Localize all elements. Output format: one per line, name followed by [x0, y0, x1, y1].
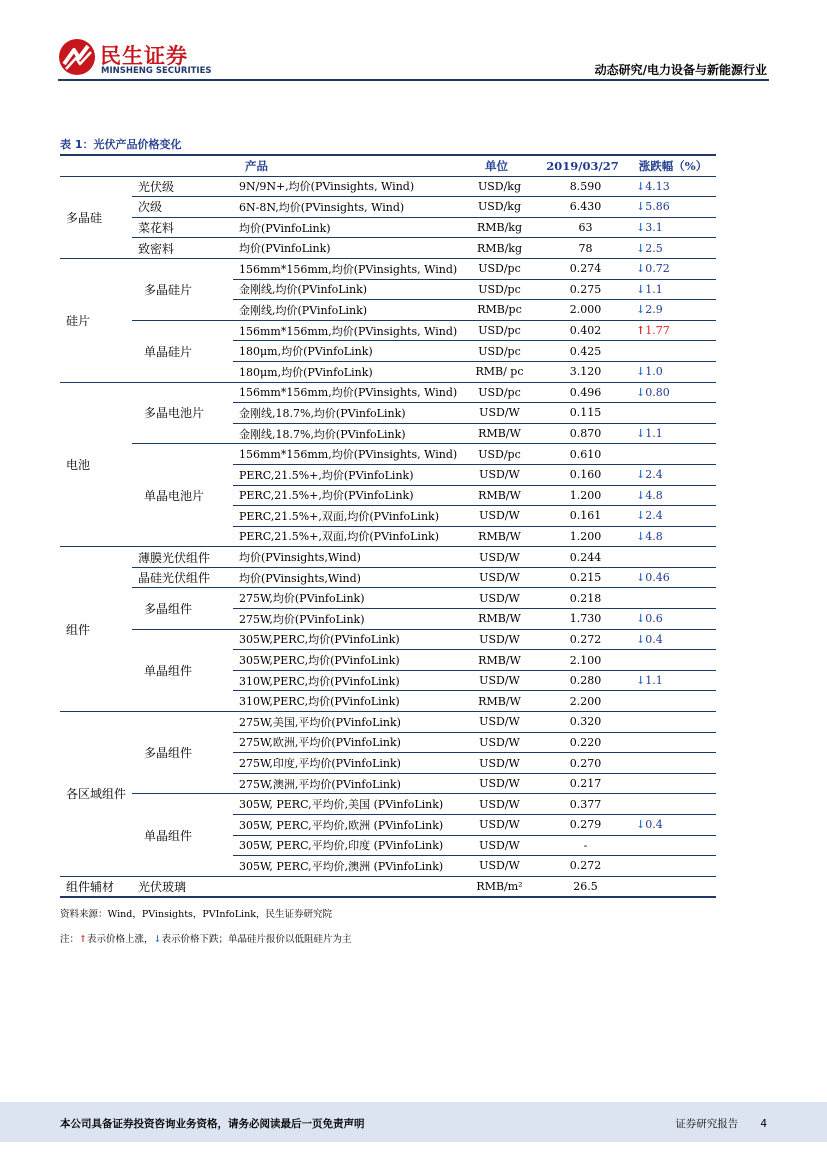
table-row [60, 629, 716, 650]
pv-price-table [60, 154, 716, 898]
product-cell: 305W, PERC,平均价,印度 (PVinfoLink) [233, 835, 458, 856]
table-row [60, 197, 716, 218]
price-cell: 0.160 [535, 464, 630, 485]
unit-cell: RMB/kg [458, 217, 535, 238]
column-header-unit: 单位 [458, 155, 535, 176]
subcategory-cell: 多晶硅片 [132, 258, 233, 320]
price-cell: 0.272 [535, 856, 630, 877]
change-cell [630, 815, 716, 836]
change-cell [630, 753, 716, 774]
price-cell: 1.200 [535, 485, 630, 506]
note-up-text: 表示价格上涨， [86, 934, 154, 945]
price-cell: 0.272 [535, 629, 630, 650]
unit-cell: USD/W [458, 464, 535, 485]
change-cell [630, 382, 716, 403]
change-value: 0.80 [645, 385, 670, 399]
subcategory-cell: 单晶电池片 [132, 444, 233, 547]
change-value: 3.1 [645, 221, 663, 235]
price-cell: 63 [535, 217, 630, 238]
product-cell: 180μm,均价(PVinfoLink) [233, 341, 458, 362]
subcategory-cell: 单晶组件 [132, 794, 233, 876]
unit-cell: RMB/W [458, 691, 535, 712]
product-cell: 305W, PERC,平均价,欧洲 (PVinfoLink) [233, 815, 458, 836]
arrow-down-icon: ↓ [636, 488, 646, 502]
arrow-up-icon: ↑ [636, 324, 646, 338]
subcategory-cell: 多晶电池片 [132, 382, 233, 444]
change-value: 0.6 [645, 612, 663, 626]
product-cell: 9N/9N+,均价(PVinsights, Wind) [233, 176, 458, 197]
subcategory-cell: 晶硅光伏组件 [132, 567, 233, 588]
arrow-up-icon: ↑ [79, 934, 87, 945]
price-cell: 1.730 [535, 609, 630, 630]
category-cell: 各区域组件 [60, 712, 132, 877]
unit-cell: USD/W [458, 794, 535, 815]
price-cell: 2.200 [535, 691, 630, 712]
product-cell: PERC,21.5%+,双面,均价(PVinfoLink) [233, 526, 458, 547]
footer-disclaimer: 本公司具备证券投资咨询业务资格，请务必阅读最后一页免责声明 [60, 1118, 365, 1130]
price-cell: 0.218 [535, 588, 630, 609]
unit-cell: USD/pc [458, 444, 535, 465]
arrow-legend-note [60, 931, 351, 945]
report-category-title: 动态研究/电力设备与新能源行业 [594, 63, 767, 77]
price-cell: 0.280 [535, 670, 630, 691]
table-row [60, 444, 716, 465]
unit-cell: USD/pc [458, 382, 535, 403]
header-blank [60, 155, 132, 176]
change-cell [630, 609, 716, 630]
change-cell [630, 320, 716, 341]
product-cell: 金刚线,18.7%,均价(PVinfoLink) [233, 403, 458, 424]
unit-cell: USD/W [458, 403, 535, 424]
source-note: 资料来源：Wind，PVinsights，PVInfoLink，民生证券研究院 [60, 909, 332, 920]
table-row [60, 588, 716, 609]
unit-cell: RMB/pc [458, 300, 535, 321]
unit-cell: RMB/kg [458, 238, 535, 259]
category-cell: 多晶硅 [60, 176, 132, 258]
unit-cell: RMB/W [458, 526, 535, 547]
subcategory-cell: 菜花料 [132, 217, 233, 238]
change-cell [630, 794, 716, 815]
subcategory-cell: 单晶组件 [132, 629, 233, 711]
arrow-down-icon: ↓ [636, 632, 646, 646]
header-divider [58, 79, 769, 81]
price-cell: 0.377 [535, 794, 630, 815]
price-cell: 6.430 [535, 197, 630, 218]
change-cell [630, 197, 716, 218]
change-cell [630, 567, 716, 588]
unit-cell: USD/W [458, 753, 535, 774]
price-cell: 0.217 [535, 773, 630, 794]
price-cell: 3.120 [535, 361, 630, 382]
product-cell: 156mm*156mm,均价(PVinsights, Wind) [233, 258, 458, 279]
table-row [60, 876, 716, 897]
arrow-down-icon: ↓ [636, 468, 646, 482]
product-cell: 275W,均价(PVinfoLink) [233, 609, 458, 630]
change-cell [630, 691, 716, 712]
table-body [60, 176, 716, 897]
category-cell: 电池 [60, 382, 132, 547]
price-cell: 0.870 [535, 423, 630, 444]
product-cell: 305W,PERC,均价(PVinfoLink) [233, 650, 458, 671]
change-cell [630, 258, 716, 279]
footer-right [675, 1116, 767, 1131]
change-cell [630, 238, 716, 259]
change-cell [630, 835, 716, 856]
unit-cell: RMB/W [458, 650, 535, 671]
product-cell: 156mm*156mm,均价(PVinsights, Wind) [233, 320, 458, 341]
unit-cell: USD/W [458, 856, 535, 877]
arrow-down-icon: ↓ [636, 529, 646, 543]
change-value: 4.13 [645, 179, 670, 193]
arrow-down-icon: ↓ [636, 818, 646, 832]
unit-cell: RMB/W [458, 423, 535, 444]
unit-cell: USD/W [458, 629, 535, 650]
change-cell [630, 773, 716, 794]
arrow-down-icon: ↓ [636, 427, 646, 441]
unit-cell: USD/W [458, 547, 535, 568]
change-cell [630, 547, 716, 568]
change-value: 5.86 [645, 200, 670, 214]
table-header-row [60, 155, 716, 176]
product-cell: 310W,PERC,均价(PVinfoLink) [233, 670, 458, 691]
table-row [60, 320, 716, 341]
unit-cell: USD/W [458, 732, 535, 753]
header-blank [132, 155, 233, 176]
unit-cell: USD/pc [458, 341, 535, 362]
change-cell [630, 485, 716, 506]
unit-cell: USD/kg [458, 197, 535, 218]
arrow-down-icon: ↓ [636, 303, 646, 317]
product-cell: 275W,均价(PVinfoLink) [233, 588, 458, 609]
product-cell: PERC,21.5%+,均价(PVinfoLink) [233, 485, 458, 506]
change-value: 0.72 [645, 262, 670, 276]
change-cell [630, 650, 716, 671]
price-cell: 1.200 [535, 526, 630, 547]
unit-cell: USD/kg [458, 176, 535, 197]
column-header-date: 2019/03/27 [535, 155, 630, 176]
price-cell: 0.496 [535, 382, 630, 403]
product-cell: 156mm*156mm,均价(PVinsights, Wind) [233, 444, 458, 465]
unit-cell: RMB/W [458, 485, 535, 506]
brand-logo [58, 38, 212, 78]
unit-cell: USD/W [458, 670, 535, 691]
unit-cell: USD/W [458, 773, 535, 794]
product-cell: 156mm*156mm,均价(PVinsights, Wind) [233, 382, 458, 403]
minsheng-logo-icon [58, 38, 96, 76]
product-cell: PERC,21.5%+,均价(PVinfoLink) [233, 464, 458, 485]
change-value: 2.4 [645, 468, 663, 482]
change-cell [630, 341, 716, 362]
arrow-down-icon: ↓ [636, 282, 646, 296]
unit-cell: USD/pc [458, 320, 535, 341]
price-cell: 0.320 [535, 712, 630, 733]
product-cell: 金刚线,均价(PVinfoLink) [233, 279, 458, 300]
unit-cell: RMB/m² [458, 876, 535, 897]
product-cell: 均价(PVinfoLink) [233, 238, 458, 259]
price-cell: 2.000 [535, 300, 630, 321]
unit-cell: USD/W [458, 835, 535, 856]
category-cell: 硅片 [60, 258, 132, 382]
change-value: 2.9 [645, 303, 663, 317]
price-cell: 0.279 [535, 815, 630, 836]
change-cell [630, 526, 716, 547]
change-cell [630, 361, 716, 382]
price-cell: 0.270 [535, 753, 630, 774]
product-cell: 305W,PERC,均价(PVinfoLink) [233, 629, 458, 650]
change-cell [630, 670, 716, 691]
arrow-down-icon: ↓ [636, 612, 646, 626]
change-value: 4.8 [645, 488, 663, 502]
change-cell [630, 279, 716, 300]
change-value: 0.4 [645, 632, 663, 646]
change-value: 4.8 [645, 529, 663, 543]
unit-cell: USD/W [458, 588, 535, 609]
product-cell: 6N-8N,均价(PVinsights, Wind) [233, 197, 458, 218]
product-cell: 275W,欧洲,平均价(PVinfoLink) [233, 732, 458, 753]
price-cell: 0.274 [535, 258, 630, 279]
change-value: 1.1 [645, 427, 663, 441]
subcategory-cell: 光伏玻璃 [132, 876, 233, 897]
price-cell: 8.590 [535, 176, 630, 197]
table-row [60, 567, 716, 588]
footer-report-type: 证券研究报告 [675, 1118, 739, 1130]
product-cell: 305W, PERC,平均价,澳洲 (PVinfoLink) [233, 856, 458, 877]
arrow-down-icon: ↓ [636, 200, 646, 214]
arrow-down-icon: ↓ [636, 571, 646, 585]
change-cell [630, 732, 716, 753]
change-cell [630, 176, 716, 197]
note-down-text: 表示价格下跌；单晶硅片报价以低阻硅片为主 [161, 934, 352, 945]
arrow-down-icon: ↓ [636, 385, 646, 399]
product-cell: 275W,美国,平均价(PVinfoLink) [233, 712, 458, 733]
note-prefix: 注： [60, 934, 80, 945]
column-header-change: 涨跌幅（%） [630, 155, 716, 176]
subcategory-cell: 薄膜光伏组件 [132, 547, 233, 568]
change-cell [630, 629, 716, 650]
arrow-down-icon: ↓ [636, 221, 646, 235]
unit-cell: USD/W [458, 712, 535, 733]
price-cell: 78 [535, 238, 630, 259]
unit-cell: USD/W [458, 567, 535, 588]
subcategory-cell: 次级 [132, 197, 233, 218]
change-value: 0.4 [645, 818, 663, 832]
change-cell [630, 464, 716, 485]
product-cell: 310W,PERC,均价(PVinfoLink) [233, 691, 458, 712]
price-cell: 2.100 [535, 650, 630, 671]
change-cell [630, 423, 716, 444]
product-cell: 均价(PVinfoLink) [233, 217, 458, 238]
product-cell: 180μm,均价(PVinfoLink) [233, 361, 458, 382]
unit-cell: USD/W [458, 815, 535, 836]
subcategory-cell: 光伏级 [132, 176, 233, 197]
price-cell: 26.5 [535, 876, 630, 897]
arrow-down-icon: ↓ [636, 241, 646, 255]
unit-cell: USD/W [458, 506, 535, 527]
arrow-down-icon: ↓ [636, 262, 646, 276]
change-value: 2.4 [645, 509, 663, 523]
category-cell: 组件辅材 [60, 876, 132, 897]
table-row [60, 794, 716, 815]
price-cell: 0.161 [535, 506, 630, 527]
column-header-product: 产品 [233, 155, 458, 176]
price-cell: 0.425 [535, 341, 630, 362]
change-value: 1.77 [645, 324, 670, 338]
change-cell [630, 588, 716, 609]
change-cell [630, 856, 716, 877]
change-cell [630, 403, 716, 424]
unit-cell: USD/pc [458, 279, 535, 300]
change-value: 1.0 [645, 365, 663, 379]
subcategory-cell: 单晶硅片 [132, 320, 233, 382]
change-value: 1.1 [645, 282, 663, 296]
category-cell: 组件 [60, 547, 132, 712]
price-cell: 0.610 [535, 444, 630, 465]
page-footer [0, 1102, 827, 1142]
product-cell: 均价(PVinsights,Wind) [233, 567, 458, 588]
price-cell: - [535, 835, 630, 856]
table-row [60, 712, 716, 733]
product-cell: 金刚线,18.7%,均价(PVinfoLink) [233, 423, 458, 444]
arrow-down-icon: ↓ [636, 509, 646, 523]
arrow-down-icon: ↓ [153, 934, 162, 945]
change-value: 0.46 [645, 571, 670, 585]
product-cell [233, 876, 458, 897]
change-cell [630, 300, 716, 321]
unit-cell: RMB/ pc [458, 361, 535, 382]
change-cell [630, 217, 716, 238]
change-value: 1.1 [645, 674, 663, 688]
arrow-down-icon: ↓ [636, 365, 646, 379]
price-cell: 0.220 [535, 732, 630, 753]
subcategory-cell: 多晶组件 [132, 712, 233, 794]
arrow-down-icon: ↓ [636, 674, 646, 688]
change-cell [630, 876, 716, 897]
table-row [60, 176, 716, 197]
change-value: 2.5 [645, 241, 663, 255]
subcategory-cell: 多晶组件 [132, 588, 233, 629]
unit-cell: RMB/W [458, 609, 535, 630]
price-cell: 0.402 [535, 320, 630, 341]
table-row [60, 382, 716, 403]
logo-chinese-name: 民生证券 [100, 44, 188, 68]
product-cell: 金刚线,均价(PVinfoLink) [233, 300, 458, 321]
table-row [60, 238, 716, 259]
logo-english-name: MINSHENG SECURITIES [101, 66, 212, 76]
product-cell: 305W, PERC,平均价,美国 (PVinfoLink) [233, 794, 458, 815]
page-number: 4 [760, 1118, 767, 1130]
arrow-down-icon: ↓ [636, 179, 646, 193]
change-cell [630, 444, 716, 465]
unit-cell: USD/pc [458, 258, 535, 279]
price-cell: 0.115 [535, 403, 630, 424]
subcategory-cell: 致密料 [132, 238, 233, 259]
product-cell: PERC,21.5%+,双面,均价(PVinfoLink) [233, 506, 458, 527]
table-row [60, 217, 716, 238]
table-row [60, 258, 716, 279]
table-row [60, 547, 716, 568]
price-cell: 0.275 [535, 279, 630, 300]
price-cell: 0.244 [535, 547, 630, 568]
table-title: 表 1：光伏产品价格变化 [60, 138, 182, 151]
change-cell [630, 506, 716, 527]
product-cell: 275W,印度,平均价(PVinfoLink) [233, 753, 458, 774]
price-cell: 0.215 [535, 567, 630, 588]
product-cell: 275W,澳洲,平均价(PVinfoLink) [233, 773, 458, 794]
product-cell: 均价(PVinsights,Wind) [233, 547, 458, 568]
change-cell [630, 712, 716, 733]
